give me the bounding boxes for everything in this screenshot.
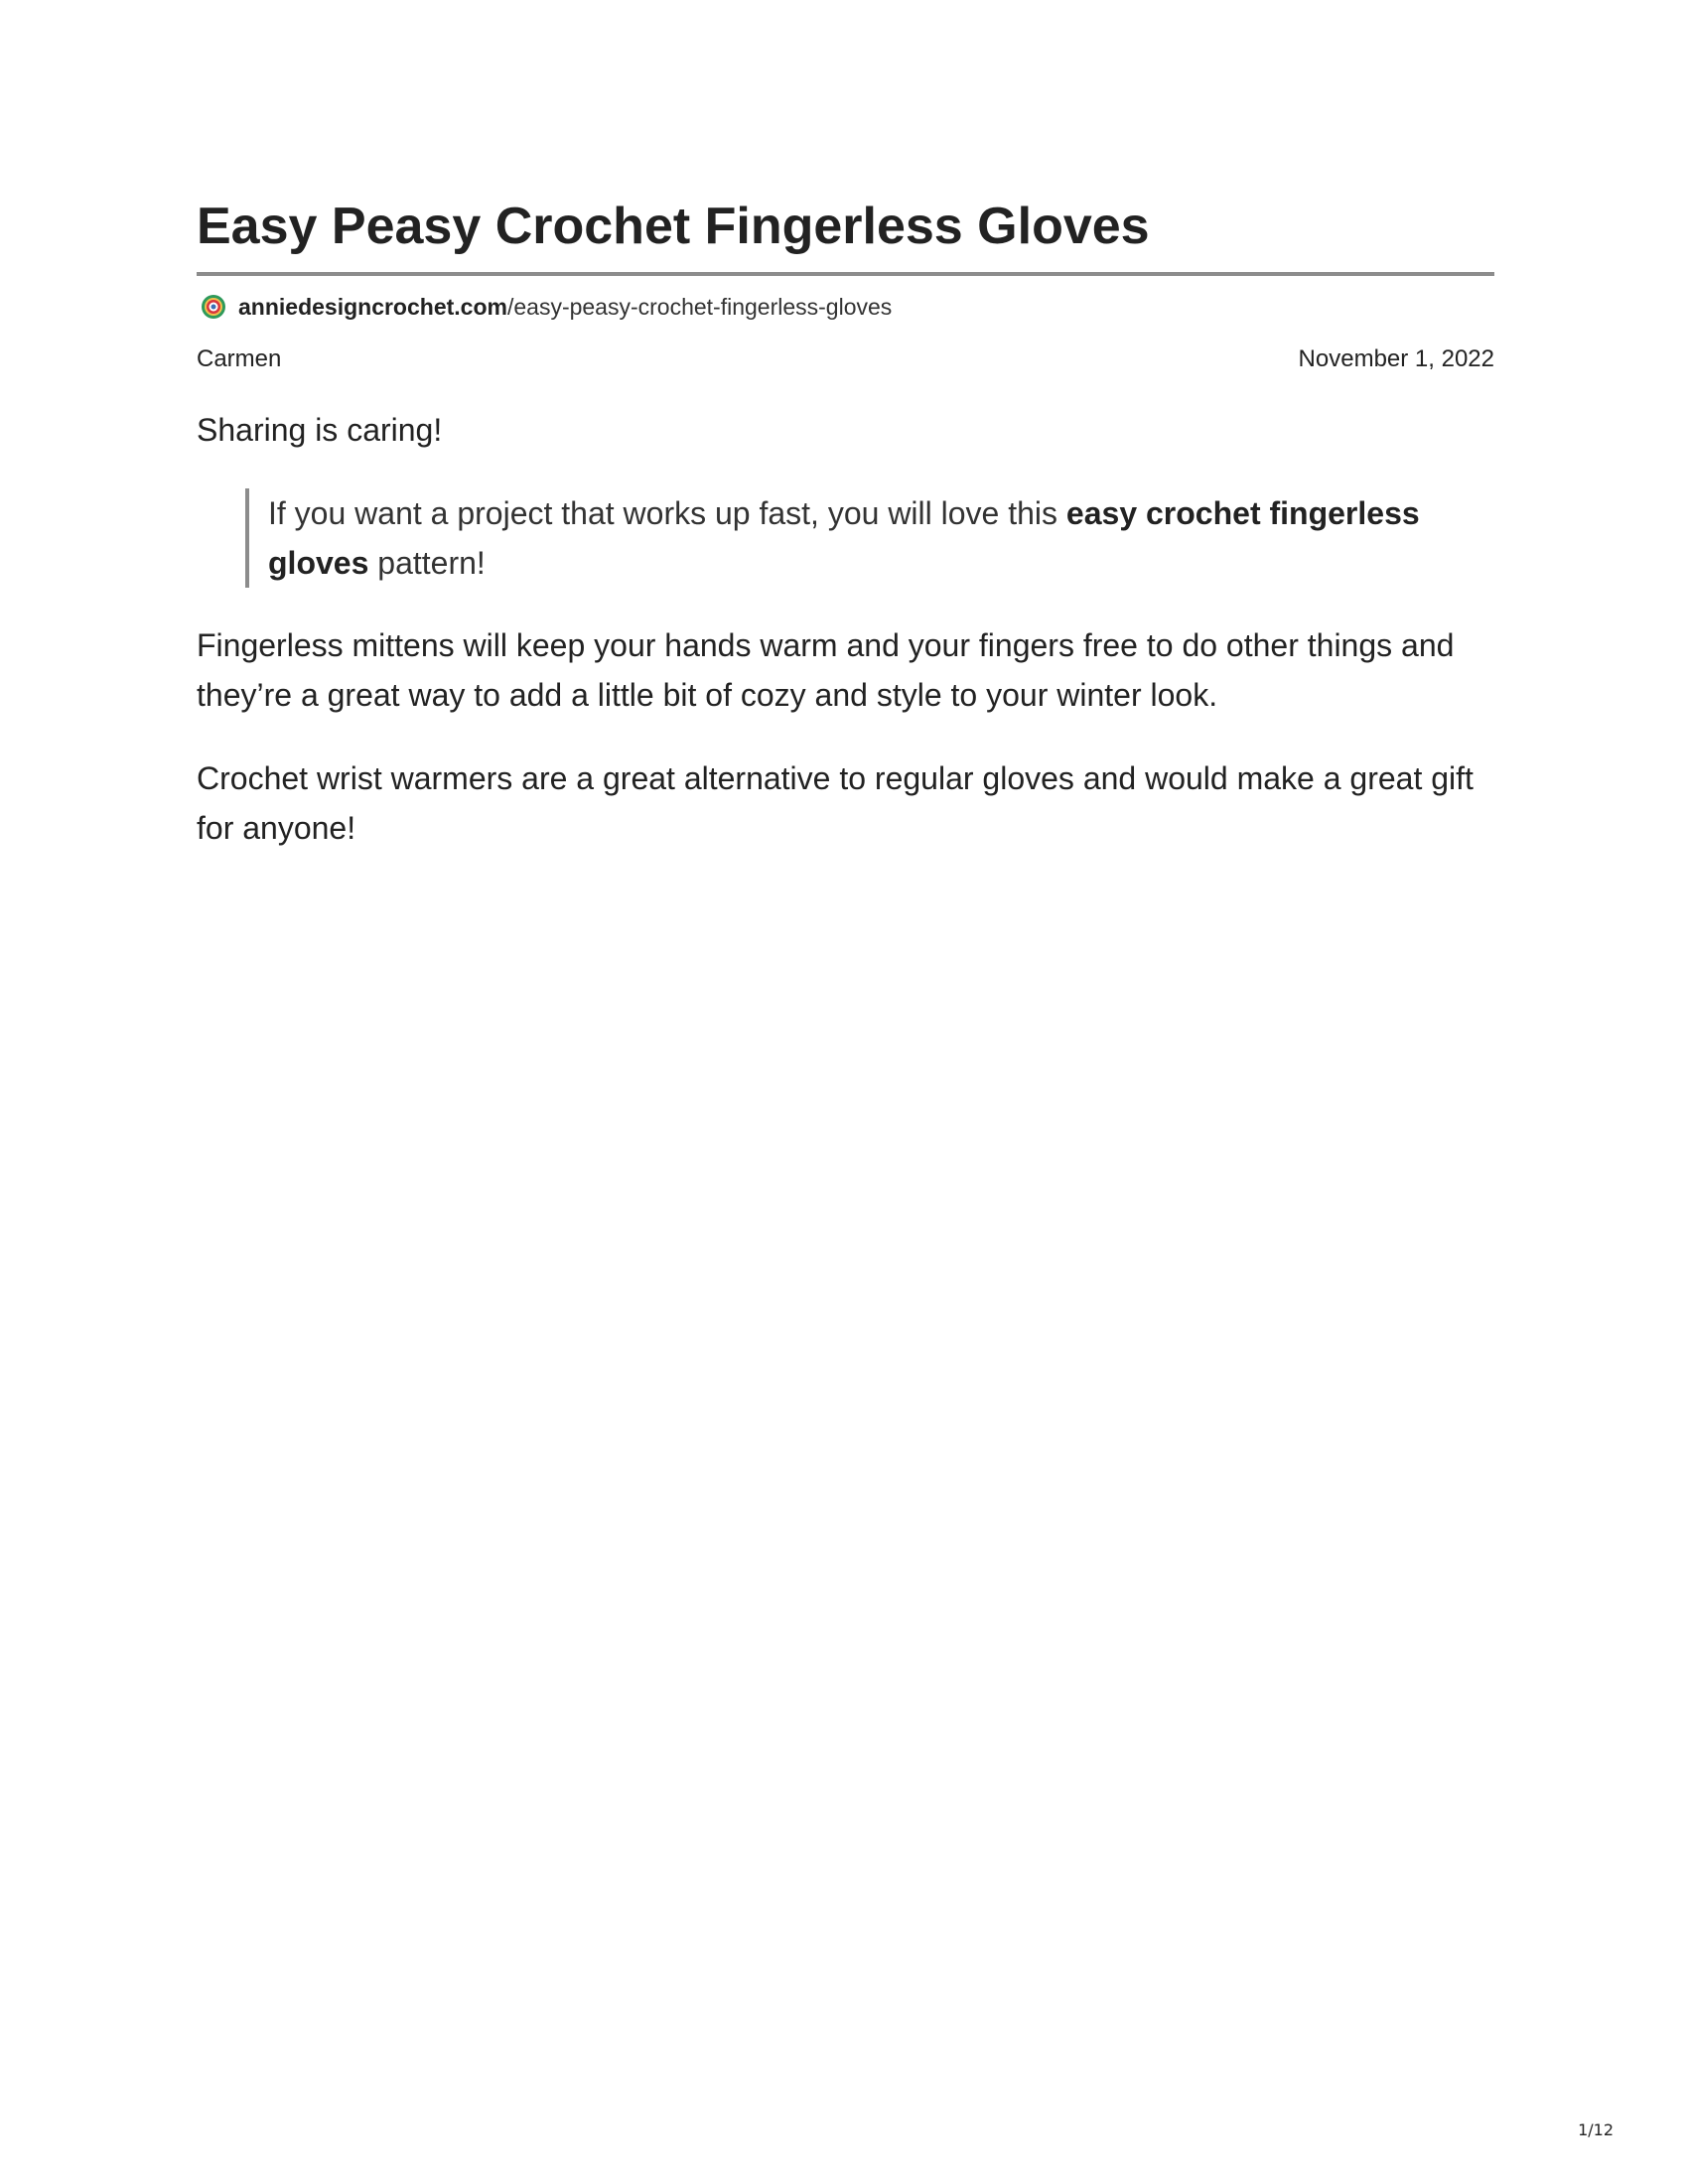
publish-date: November 1, 2022	[1298, 345, 1494, 372]
source-path[interactable]: /easy-peasy-crochet-fingerless-gloves	[506, 293, 893, 320]
highlight-quote	[245, 488, 1494, 588]
article-meta	[197, 343, 1494, 375]
body-paragraph: Crochet wrist warmers are a great alternative to regular gloves and would make a great gift for anyone!	[197, 760, 1474, 846]
source-link[interactable]	[197, 290, 1494, 324]
quote-bold-text: easy crochet fingerless gloves	[268, 495, 1420, 581]
author-name: Carmen	[197, 345, 282, 372]
article	[197, 189, 1494, 853]
body-paragraph: Fingerless mittens will keep your hands warm and your fingers free to do other things and they’re a great way to add a little bit of cozy and style to your winter look.	[197, 627, 1455, 713]
page-title: Easy Peasy Crochet Fingerless Gloves	[197, 198, 1150, 255]
quote-text-before: If you want a project that works up fast, you will love this	[268, 495, 1066, 531]
source-domain[interactable]: anniedesigncrochet.com	[238, 293, 507, 320]
page-number: 1/12	[1578, 2120, 1614, 2139]
crochet-flower-icon	[201, 294, 226, 320]
title-divider	[197, 272, 1494, 276]
intro-text: Sharing is caring!	[197, 412, 443, 448]
quote-text-after: pattern!	[368, 545, 486, 581]
